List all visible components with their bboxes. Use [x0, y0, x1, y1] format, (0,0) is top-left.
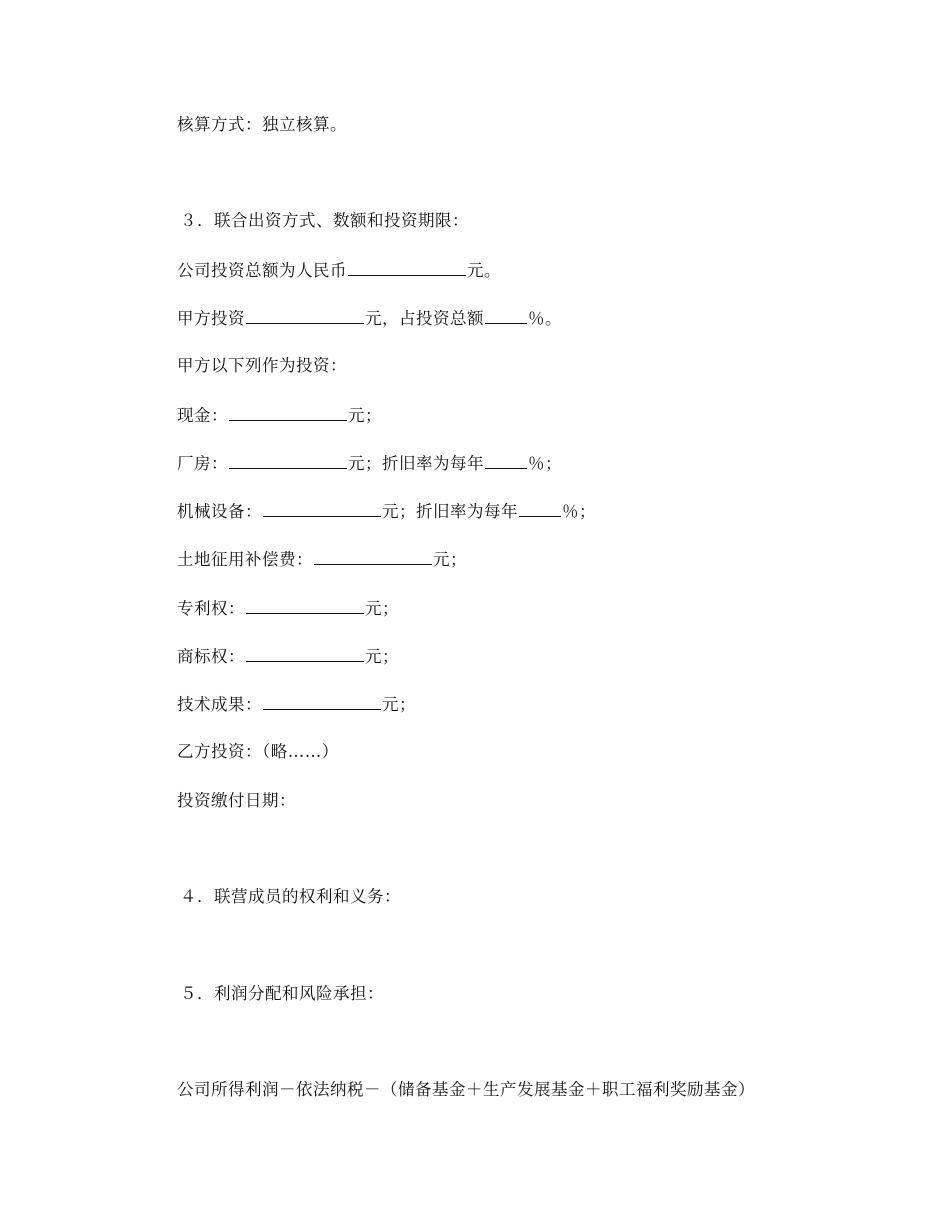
total-investment-unit: 元。 [467, 261, 501, 280]
party-a-share-label: 元，占投资总额 [365, 309, 484, 328]
section-5-heading [180, 983, 384, 1005]
trademark-line [177, 645, 399, 668]
patent-unit: 元； [365, 599, 399, 618]
section-5-text: ５．利润分配和风险承担： [180, 984, 384, 1003]
machinery-rate-unit: ％； [562, 502, 596, 521]
land-compensation-label: 土地征用补偿费： [177, 550, 313, 569]
party-b-investment-line [177, 741, 339, 763]
trademark-unit: 元； [365, 647, 399, 666]
party-a-amount-blank[interactable] [246, 307, 364, 324]
patent-line [177, 597, 399, 620]
cash-blank[interactable] [229, 404, 347, 421]
trademark-label: 商标权： [177, 647, 245, 666]
machinery-label: 机械设备： [177, 502, 262, 521]
machinery-depreciation-label: 元；折旧率为每年 [382, 502, 518, 521]
tech-results-blank[interactable] [263, 693, 381, 710]
patent-label: 专利权： [177, 599, 245, 618]
machinery-rate-blank[interactable] [519, 500, 561, 517]
tech-results-label: 技术成果： [177, 695, 262, 714]
plant-amount-blank[interactable] [229, 452, 347, 469]
section-4-text: ４．联营成员的权利和义务： [180, 887, 401, 906]
plant-rate-unit: ％； [528, 454, 562, 473]
plant-depreciation-label: 元；折旧率为每年 [348, 454, 484, 473]
plant-line [177, 452, 562, 475]
machinery-amount-blank[interactable] [263, 500, 381, 517]
cash-unit: 元； [348, 406, 382, 425]
profit-formula-text: 公司所得利润－依法纳税－（储备基金＋生产发展基金＋职工福利奖励基金） [177, 1080, 755, 1099]
trademark-blank[interactable] [246, 645, 364, 662]
party-a-items-text: 甲方以下列作为投资： [177, 356, 347, 375]
section-3-heading [180, 210, 469, 232]
party-a-investment-line [177, 307, 562, 330]
machinery-line [177, 500, 596, 523]
party-a-investment-label: 甲方投资 [177, 309, 245, 328]
party-a-percent-blank[interactable] [485, 307, 527, 324]
total-investment-line [177, 259, 501, 282]
tech-results-unit: 元； [382, 695, 416, 714]
plant-rate-blank[interactable] [485, 452, 527, 469]
patent-blank[interactable] [246, 597, 364, 614]
section-3-text: ３．联合出资方式、数额和投资期限： [180, 211, 469, 230]
payment-date-text: 投资缴付日期： [177, 791, 296, 810]
tech-results-line [177, 693, 416, 716]
land-compensation-line [177, 548, 467, 571]
section-4-heading [180, 886, 401, 908]
cash-line [177, 404, 382, 427]
land-compensation-unit: 元； [433, 550, 467, 569]
land-compensation-blank[interactable] [314, 548, 432, 565]
party-b-investment-text: 乙方投资：（略……） [177, 742, 339, 761]
profit-formula-line [177, 1079, 755, 1101]
party-a-items-intro [177, 355, 347, 377]
total-investment-label: 公司投资总额为人民币 [177, 261, 347, 280]
accounting-method-line [177, 114, 347, 136]
payment-date-line [177, 790, 296, 812]
plant-label: 厂房： [177, 454, 228, 473]
accounting-method-text: 核算方式：独立核算。 [177, 115, 347, 134]
total-investment-blank[interactable] [348, 259, 466, 276]
cash-label: 现金： [177, 406, 228, 425]
party-a-percent-unit: ％。 [528, 309, 562, 328]
